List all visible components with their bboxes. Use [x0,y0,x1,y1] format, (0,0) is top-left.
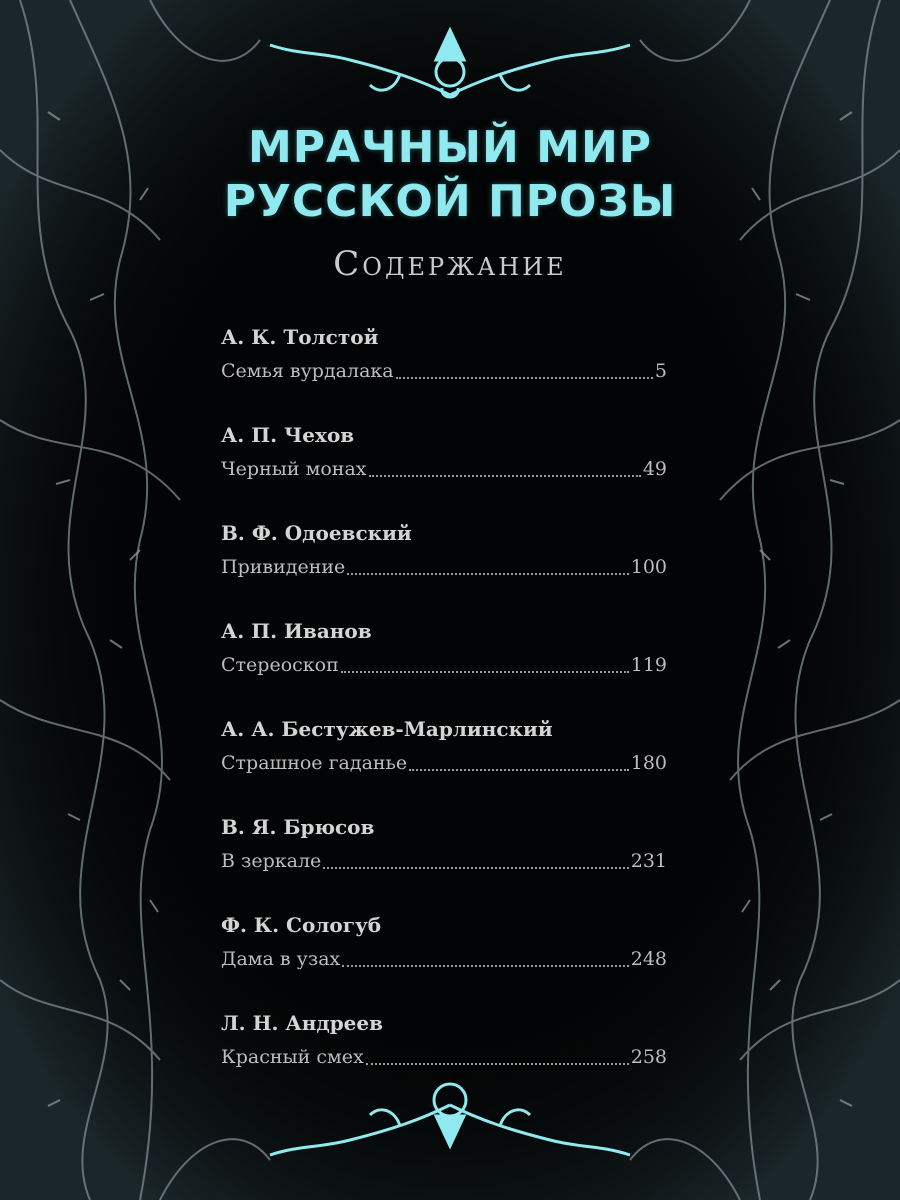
toc-work-line [221,452,667,486]
toc-page-number: 180 [630,752,667,774]
toc-work-title: Привидение [221,556,346,578]
toc-author: В. Я. Брюсов [221,815,375,839]
toc-page-number: 100 [630,556,667,578]
toc-author: А. К. Толстой [221,325,379,349]
toc-author: А. П. Чехов [221,423,355,447]
toc-page-number: 248 [630,948,667,970]
toc-page-number: 5 [654,360,667,382]
toc-author: Ф. К. Сологуб [221,913,382,937]
leader-dots [369,475,641,477]
leader-dots [409,769,629,771]
leader-dots [323,867,628,869]
toc-work-title: Черный монах [221,458,367,480]
book-title-line-1: МРАЧНЫЙ МИР [247,122,653,173]
toc-entry [221,908,667,1006]
toc-work-line [221,746,667,780]
toc-page-number: 231 [630,850,667,872]
toc-work-line [221,354,667,388]
toc-entry [221,614,667,712]
leader-dots [347,573,628,575]
toc-page-number: 119 [630,654,667,676]
toc-work-title: Стереоскоп [221,654,339,676]
toc-page-number: 258 [630,1046,667,1068]
toc-author: Л. Н. Андреев [221,1011,384,1035]
toc-work-title: Красный смех [221,1046,364,1068]
book-title-line-2: РУССКОЙ ПРОЗЫ [223,176,677,227]
toc-entry [221,418,667,516]
toc-author: В. Ф. Одоевский [221,521,412,545]
toc-entry [221,810,667,908]
contents-heading: Содержание [333,244,567,284]
toc-work-line [221,550,667,584]
toc-entry [221,1006,667,1104]
toc-work-line [221,1040,667,1074]
leader-dots [341,671,629,673]
toc-work-title: В зеркале [221,850,322,872]
toc-author: А. П. Иванов [221,619,372,643]
toc-work-title: Семья вурдалака [221,360,394,382]
toc-author: А. А. Бестужев-Марлинский [221,717,553,741]
toc-work-line [221,648,667,682]
toc-entry [221,516,667,614]
toc-work-title: Дама в узах [221,948,341,970]
toc-entry [221,320,667,418]
toc-work-line [221,942,667,976]
table-of-contents [221,320,667,1104]
toc-entry [221,712,667,810]
toc-work-line [221,844,667,878]
toc-page-number: 49 [642,458,667,480]
leader-dots [366,1063,629,1065]
leader-dots [396,377,653,379]
toc-work-title: Страшное гаданье [221,752,408,774]
leader-dots [342,965,628,967]
